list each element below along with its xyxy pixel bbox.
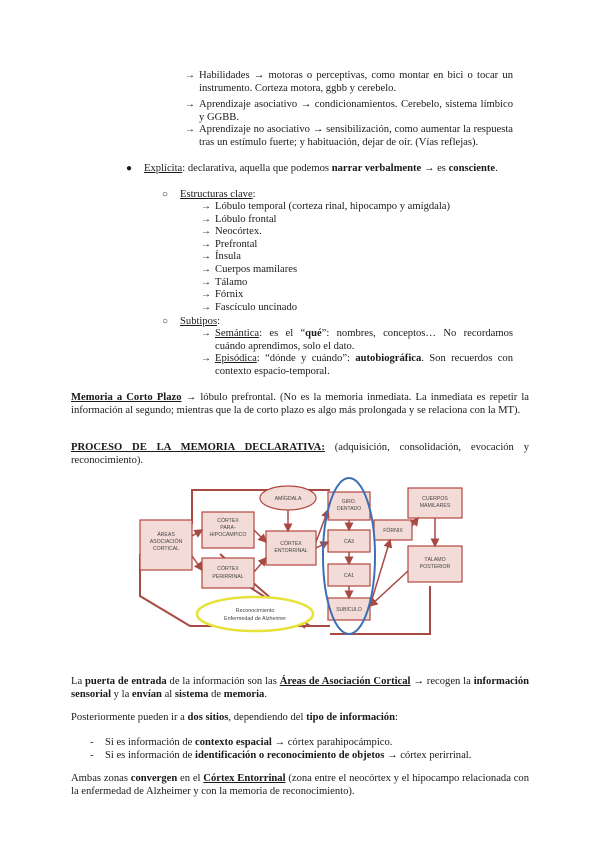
subtipos-heading bbox=[180, 316, 220, 329]
bold-text: envían bbox=[131, 688, 162, 700]
arrow bbox=[316, 542, 328, 548]
episodica-label: Episódica bbox=[215, 353, 257, 364]
estructura-label: Neocórtex. bbox=[215, 226, 262, 238]
estructura-item bbox=[201, 264, 298, 277]
ca3-label: CA3 bbox=[343, 539, 355, 545]
bold-text: memoria bbox=[223, 688, 265, 700]
text: La bbox=[71, 676, 86, 687]
cortex-ento-label: CÓRTEX ENTORRINAL bbox=[274, 541, 308, 554]
bold-text: contexto espacial bbox=[195, 737, 272, 748]
text: Si es información de bbox=[105, 737, 196, 748]
posteriormente-paragraph bbox=[71, 712, 529, 725]
dash-marker: - bbox=[90, 750, 94, 761]
areas-label: ÁREAS ASOCIACIÓN CORTICAL bbox=[149, 532, 183, 552]
estructura-label: Lóbulo frontal bbox=[215, 213, 277, 225]
estructura-label: Tálamo bbox=[215, 276, 248, 288]
arrow-marker-icon: → bbox=[201, 301, 211, 313]
text: → es bbox=[421, 163, 449, 174]
memoria-corto-label: Memoria a Corto Plazo bbox=[71, 392, 182, 403]
text: . bbox=[495, 163, 498, 174]
arrow-marker-icon: → bbox=[185, 70, 195, 81]
estructura-item bbox=[201, 301, 298, 315]
text: : bbox=[394, 712, 398, 723]
arrow-marker-icon: → bbox=[201, 328, 211, 339]
arrow-marker-icon: → bbox=[185, 99, 195, 110]
text: (zona entre el neocórtex y el hipocampo relacionada con la enfermedad de Alzheimer y con la memoria de reconocimiento). bbox=[71, 773, 530, 797]
estructura-item bbox=[201, 226, 262, 239]
estructura-label: Prefrontal bbox=[215, 238, 258, 250]
subtipos-label: Subtipos bbox=[180, 316, 218, 327]
arrow bbox=[254, 530, 266, 542]
arrow-marker-icon: → bbox=[201, 353, 211, 364]
arrow bbox=[192, 530, 202, 536]
estructura-item bbox=[201, 213, 277, 227]
bold-text: puerta de entrada bbox=[85, 676, 167, 687]
text: → córtex perirrinal. bbox=[384, 750, 472, 761]
arrow-marker-icon: → bbox=[201, 226, 211, 238]
estructura-label: Fascículo uncinado bbox=[215, 301, 298, 313]
text: de la información son las bbox=[166, 676, 280, 687]
text: en el bbox=[177, 773, 204, 784]
episodica-item bbox=[201, 353, 513, 378]
arrow-marker-icon: → bbox=[201, 238, 211, 250]
estructuras-heading bbox=[180, 189, 256, 202]
semantica-label: Semántica bbox=[215, 328, 260, 339]
estructura-item bbox=[201, 201, 451, 214]
reconocimiento-ellipse bbox=[197, 597, 313, 631]
text: : declarativa, aquella que podemos bbox=[182, 163, 332, 174]
arrow-icon: → bbox=[300, 99, 312, 110]
list-item bbox=[185, 70, 513, 95]
estructura-label: Fórnix bbox=[215, 289, 244, 301]
arrow-marker-icon: → bbox=[201, 213, 211, 225]
list-item bbox=[185, 124, 513, 149]
arrow-marker-icon: → bbox=[201, 289, 211, 301]
text: : bbox=[217, 316, 221, 327]
estructura-item bbox=[201, 276, 248, 290]
areas-box bbox=[140, 520, 192, 570]
mamilares-label: CUERPOS MAMILARES bbox=[419, 496, 451, 509]
fornix-label: FÓRNIX bbox=[383, 528, 403, 534]
explicita-paragraph bbox=[144, 163, 513, 176]
dash-list-item bbox=[90, 737, 393, 750]
arrow-marker-icon: → bbox=[201, 264, 211, 275]
circle-bullet-icon: ○ bbox=[162, 316, 169, 327]
text: : es el “ bbox=[259, 328, 306, 339]
bold-text: identificación o reconocimiento de objetos bbox=[195, 750, 385, 761]
arrow-icon: → bbox=[312, 124, 324, 135]
arrow-marker-icon: → bbox=[201, 251, 211, 263]
puerta-paragraph bbox=[71, 676, 529, 701]
text: , dependiendo del bbox=[228, 712, 307, 723]
ca1-label: CA1 bbox=[343, 573, 355, 579]
giro-label: GIRO. DENTADO bbox=[336, 499, 362, 512]
proceso-paragraph bbox=[71, 441, 529, 467]
bold-text: autobiográfica bbox=[355, 353, 422, 364]
subiculo-label: SUBÍCULO bbox=[336, 607, 362, 613]
estructuras-label: Estructuras clave bbox=[180, 189, 253, 200]
estructura-label: Ínsula bbox=[215, 251, 241, 263]
text: (adquisición, consolidación, evocación y reconocimiento). bbox=[71, 442, 529, 466]
bold-text: dos sitios bbox=[187, 712, 229, 723]
estructura-item bbox=[201, 289, 244, 302]
amigdala-label: AMÍGDALA bbox=[274, 496, 302, 502]
bold-text: sistema bbox=[174, 688, 209, 700]
ambas-paragraph bbox=[71, 773, 529, 798]
item-text: Aprendizaje no asociativo bbox=[199, 124, 313, 135]
cortex-para-label: CÓRTEX PARA-HIPOCÁMPICO bbox=[209, 518, 247, 538]
item-text: motoras o perceptivas, como montar en bici o tocar un instrumento. Corteza motora, ggbb y cerebelo. bbox=[199, 70, 513, 94]
text: al bbox=[161, 688, 175, 700]
text: : “dónde y cuándo”: bbox=[256, 353, 356, 364]
text: y la bbox=[111, 688, 132, 700]
underlined-text: Córtex Entorrinal bbox=[203, 773, 286, 784]
list-item bbox=[185, 99, 513, 124]
text: → córtex parahipocámpico. bbox=[271, 737, 393, 748]
item-text: Aprendizaje asociativo bbox=[199, 99, 301, 110]
text: . bbox=[264, 688, 267, 700]
text: . Son recuerdos con contexto espacio-temporal. bbox=[215, 353, 513, 377]
memory-process-diagram bbox=[130, 476, 470, 640]
item-text: Habilidades bbox=[199, 70, 254, 81]
bullet-icon: ● bbox=[126, 163, 133, 174]
text: Si es información de bbox=[105, 750, 196, 761]
estructura-item bbox=[201, 238, 258, 252]
arrow-icon: → bbox=[253, 70, 265, 81]
text: Posteriormente pueden ir a bbox=[71, 712, 188, 723]
cortex-peri-label: CÓRTEX PERIRRINAL bbox=[212, 566, 244, 580]
text: : bbox=[252, 189, 256, 200]
underlined-text: Áreas de Asociación Cortical bbox=[279, 676, 411, 687]
text: → lóbulo prefrontal. (No es la memoria inmediata. La inmediata es repetir la información al segundo; mientras que la de corto plazo es algo más prolongada y se relaciona con la MT). bbox=[71, 392, 529, 416]
arrow-marker-icon: → bbox=[201, 201, 211, 212]
circle-bullet-icon: ○ bbox=[162, 189, 169, 200]
bold-text: qué bbox=[305, 328, 322, 339]
text: → recogen la bbox=[410, 676, 474, 687]
item-text: condicionamientos. Cerebelo, sistema límbico y GGBB. bbox=[199, 99, 513, 123]
arrow bbox=[192, 556, 202, 570]
arrow-marker-icon: → bbox=[201, 276, 211, 288]
proceso-label: PROCESO DE LA MEMORIA DECLARATIVA: bbox=[71, 442, 325, 453]
talamo-label: TÁLAMO POSTERIOR bbox=[419, 557, 451, 570]
text: ”: nombres, conceptos… No recordamos cuándo aprendimos, solo el dato. bbox=[215, 328, 514, 352]
estructura-label: Cuerpos mamilares bbox=[215, 264, 298, 275]
item-text: sensibilización, como aumentar la respuesta tras un estímulo fuerte; y habituación, dejar de oír. (Vías reflejas). bbox=[199, 124, 513, 148]
arrow-marker-icon: → bbox=[185, 124, 195, 135]
bold-text: información sensorial bbox=[71, 676, 530, 700]
text: Ambas zonas bbox=[71, 773, 131, 784]
bold-text: convergen bbox=[130, 773, 178, 784]
arrow bbox=[254, 558, 266, 572]
estructura-item bbox=[201, 251, 241, 264]
estructura-label: Lóbulo temporal (corteza rinal, hipocampo y amígdala) bbox=[215, 201, 451, 212]
bold-text: consciente bbox=[448, 163, 496, 174]
text: de bbox=[208, 688, 224, 700]
arrow bbox=[412, 518, 418, 526]
reconocimiento-label: Reconocimiento Enfermedad de Alzheimer bbox=[223, 608, 287, 622]
semantica-item bbox=[201, 328, 514, 353]
cortex-perirrinal-box bbox=[202, 558, 254, 588]
explicita-label: Explícita bbox=[144, 163, 183, 174]
bold-text: tipo de información bbox=[306, 712, 395, 723]
bold-text: narrar verbalmente bbox=[331, 163, 422, 174]
dash-list-item bbox=[90, 750, 472, 763]
memoria-corto-paragraph bbox=[71, 392, 529, 417]
dash-marker: - bbox=[90, 737, 94, 748]
